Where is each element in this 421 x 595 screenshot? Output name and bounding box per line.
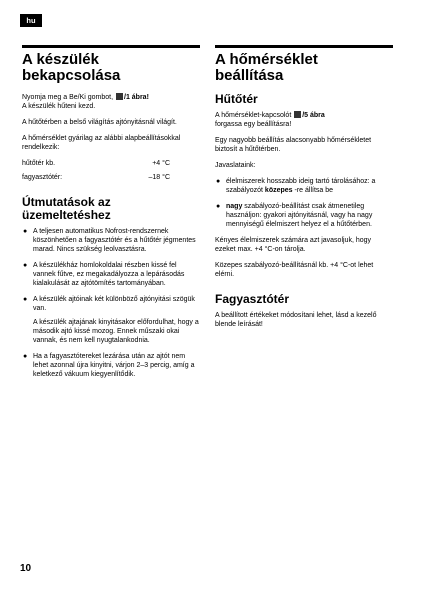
temperature-label: hűtőtér kb. <box>22 160 56 167</box>
section-title-switch-on <box>22 52 200 84</box>
list-item <box>22 261 200 288</box>
instruction-text: A készülék hűteni kezd. <box>22 103 96 110</box>
subsection-title-fridge: Hűtőtér <box>215 92 258 106</box>
list-item <box>22 295 200 345</box>
left-column <box>22 45 200 386</box>
list-item <box>22 227 200 254</box>
list-item-emphasis: közepes <box>264 187 293 194</box>
section-title-operating-notes <box>22 196 200 222</box>
list-item-text: -re állítsa be <box>292 187 334 194</box>
figure-ref: /5 ábra <box>302 112 325 119</box>
subsection-title-freezer: Fagyasztótér <box>215 292 290 306</box>
language-tag: hu <box>20 14 42 27</box>
instruction-paragraph <box>22 93 200 111</box>
temperature-value: –18 °C <box>148 174 170 181</box>
title-line: A hőmérséklet <box>215 51 318 68</box>
instruction-text: A hőmérséklet-kapcsolót <box>215 112 292 119</box>
bullet-icon: ● <box>216 178 221 185</box>
bullet-icon: ● <box>23 262 28 269</box>
list-item <box>215 177 393 195</box>
title-line: A készülék <box>22 51 99 68</box>
title-line: beállítása <box>215 67 284 84</box>
list-item-emphasis: nagy <box>226 203 243 210</box>
temperature-row <box>22 159 200 168</box>
list-item-text: A készülékház homlokoldalai részben kissé fel vannek fűtve, ez megakadályozza a lepárásodás kialakulását az ajtótömítés tartományában. <box>33 262 185 287</box>
paragraph: A hőmérséklet gyárilag az alábbi alapbeállításokkal rendelkezik: <box>22 135 181 151</box>
bullet-icon: ● <box>23 353 28 360</box>
list-item-text: Ha a fagyasztótereket lezárása után az ajtót nem lehet azonnal újra kinyitni, várjon 2–3 percig, amíg a keletkező vákuum kiegyenlítődik. <box>33 353 195 378</box>
instruction-text: forgassa egy beállításra! <box>215 121 292 128</box>
section-rule <box>22 45 200 48</box>
bullet-icon: ● <box>216 203 221 210</box>
title-line: bekapcsolása <box>22 67 121 84</box>
button-key-icon <box>116 93 123 100</box>
dial-key-icon <box>294 111 301 118</box>
list-item-text: A készülék ajtóinak két különböző ajtónyitási szögük van. <box>33 296 195 312</box>
section-rule <box>215 45 393 48</box>
recommendations-list <box>215 177 393 229</box>
temperature-value: +4 °C <box>152 160 170 167</box>
paragraph: Közepes szabályozó-beállításnál kb. +4 °C-ot lehet elérni. <box>215 262 374 278</box>
list-item <box>215 202 393 229</box>
section-title-temperature <box>215 52 393 84</box>
list-item-text: A teljesen automatikus Nofrost-rendszernek köszönhetően a fagyasztótér és a hűtőtér jégmentes marad. Nincs szükség leolvasztásra. <box>33 228 196 253</box>
instruction-paragraph <box>215 111 393 129</box>
paragraph: A hűtőtérben a belső világítás ajtónyitásnál világít. <box>22 119 177 126</box>
list-item-text: élelmiszerek hosszabb ideig tartó tárolásához: a szabályozót <box>226 178 376 194</box>
bullet-icon: ● <box>23 228 28 235</box>
temperature-label: fagyasztótér: <box>22 174 63 181</box>
page-number: 10 <box>20 563 32 574</box>
list-item <box>22 352 200 379</box>
list-item-text: szabályozó-beállítást csak átmenetileg használjon: gyakori ajtónyitásnál, vagy ha nagy mennyiségű élelmiszert helyez el a hűtőtérben. <box>226 203 373 228</box>
title-line: Útmutatások az <box>22 195 111 209</box>
bullet-icon: ● <box>23 296 28 303</box>
paragraph: A beállított értékeket módosítani lehet, lásd a kezelő blende leírását! <box>215 312 377 328</box>
paragraph: Kényes élelmiszerek számára azt javasoljuk, hogy ezeket max. +4 °C-on tárolja. <box>215 237 372 253</box>
paragraph: Javaslataink: <box>215 162 256 169</box>
temperature-row <box>22 173 200 182</box>
title-line: üzemeltetéshez <box>22 208 111 222</box>
instruction-text: Nyomja meg a Be/Ki gombot, <box>22 94 114 101</box>
list-item-subtext: A készülék ajtajának kinyitásakor előfordulhat, hogy a második ajtó kissé mozog. Ennek műszaki okai vannak, és nem kell nyugtalankodnia. <box>33 319 199 344</box>
right-column <box>215 45 393 336</box>
figure-ref: /1 ábra! <box>124 94 149 101</box>
notes-list <box>22 227 200 379</box>
paragraph: Egy nagyobb beállítás alacsonyabb hőmérsékletet biztosít a hűtőtérben. <box>215 137 372 153</box>
